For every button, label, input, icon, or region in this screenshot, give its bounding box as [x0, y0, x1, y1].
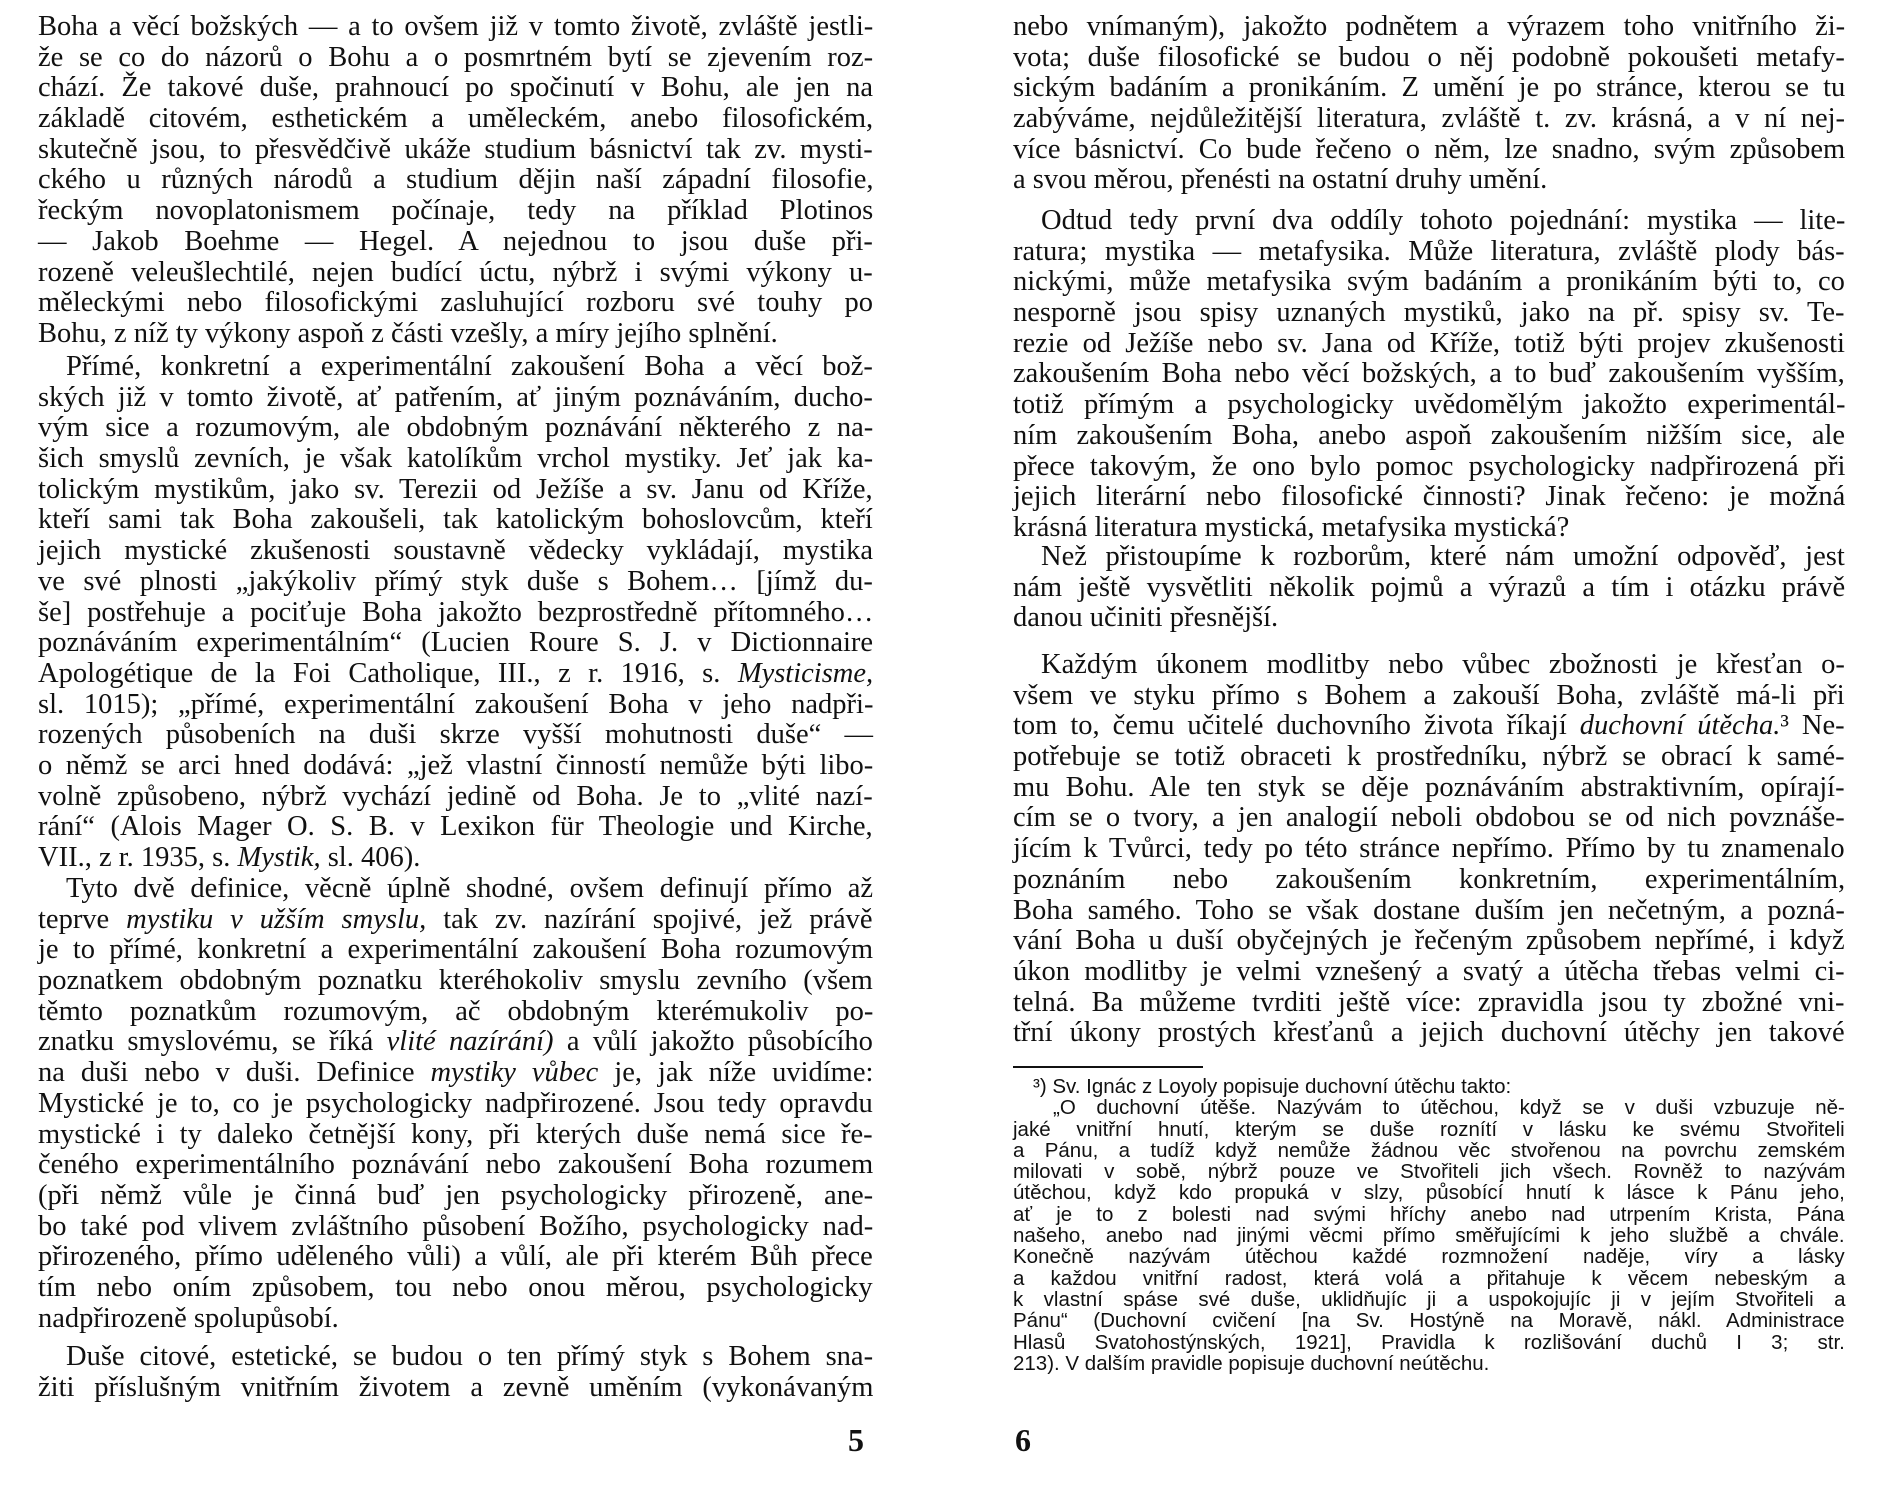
footnote-line: a Pánu, a tudíž když nemůže žádnou věc stvořenou na povrchu zemském: [1013, 1138, 1846, 1162]
text-line: přirozeného, přímo uděleného vůli) a vůlí, ale při kterém Bůh přece: [38, 1241, 873, 1273]
text-line: potřebuje se totiž obraceti k prostředníku, nýbrž se obrací k samé-: [1013, 741, 1845, 773]
text-line: Odtud tedy první dva oddíly tohoto pojednání: mystika — lite-: [1041, 205, 1846, 236]
text-line: krásná literatura mystická, metafysika mystická?: [1013, 511, 1570, 543]
text-line: přece takovým, že ono bylo pomoc psychologicky nadpřirozená při: [1013, 450, 1846, 482]
paragraph-2: [38, 352, 873, 874]
footnote-line: jaké vnitřní hnutí, kterým se duše roznítí v lásku ke svému Stvořiteli: [1013, 1117, 1845, 1141]
text-line: a svou měrou, přenésti na ostatní druhy umění.: [1013, 164, 1548, 196]
paragraph-3: [38, 874, 873, 1334]
text-line: še] postřehuje a pociťuje Boha jakožto bezprostředně přítomného…: [38, 596, 874, 628]
text-line: je to přímé, konkretní a experimentální zakoušení Boha rozumovým: [38, 934, 873, 966]
text-line: že se co do názorů o Bohu a o posmrtném bytí se zjevením roz-: [38, 41, 874, 73]
left-page: [38, 12, 873, 1482]
text-line: nám ještě vysvětliti několik pojmů a výrazů a tím i otázku právě: [1013, 571, 1846, 603]
text-line: tom to, čemu učitelé duchovního života říkají duchovní útěcha.³ Ne-: [1013, 710, 1845, 742]
footnote-line: ³) Sv. Ignác z Loyoly popisuje duchovní útěchu takto:: [1033, 1075, 1512, 1098]
text-line: více básnictví. Co bude řečeno o něm, lze snadno, svým způsobem: [1013, 133, 1846, 165]
text-line: nebo vnímaným), jakožto podnětem a výrazem toho vnitřního ži-: [1013, 11, 1846, 42]
text-line: jejich literární nebo filosofické činnosti? Jinak řečeno: je možná: [1013, 481, 1846, 513]
text-line: rezie od Ježíše nebo sv. Jana od Kříže, totiž býti projev zkušenosti: [1013, 327, 1845, 359]
footnote-line: a každou vnitřní radost, která volá a přitahuje k věcem nebeským a: [1013, 1266, 1846, 1290]
footnote-line: ať je to z bolesti nad svými hříchy anebo nad utrpením Krista, Pána: [1013, 1202, 1845, 1226]
footnote: [1013, 1076, 1845, 1374]
text-line: zabýváme, nejdůležitější literatura, zvláště t. zv. krásná, a v ní nej-: [1013, 103, 1846, 135]
text-line: šich smyslů zevních, je však katolíkům vrchol mystiky. Jeť jak ka-: [38, 443, 874, 475]
text-line: ckého u různých národů a studium dějin naší západní filosofie,: [38, 164, 874, 196]
paragraph-1: [38, 12, 873, 350]
text-line: jícím k Tvůrci, tedy po této stránce nepřímo. Přímo by tu znamenalo: [1013, 833, 1845, 865]
text-line: jejich mystické zkušenosti soustavně vědecky vykládají, mystika: [38, 535, 874, 567]
text-line: řeckým novoplatonismem počínaje, tedy na příklad Plotinos: [38, 195, 874, 227]
footnote-line: Hlasů Svatohostýnských, 1921], Pravidla k rozlišování duchů I 3; str.: [1013, 1330, 1845, 1354]
footnote-line: našeho, anebo nad jinými věcmi přímo směřujícími k jeho službě a chvále.: [1013, 1224, 1845, 1248]
text-line: skutečně jsou, to přesvědčivě ukáže studium básnictví tak zv. mysti-: [38, 133, 873, 165]
text-line: — Jakob Boehme — Hegel. A nejednou to jsou duše při-: [38, 225, 873, 257]
right-page: [1013, 12, 1845, 1482]
text-line: Přímé, konkretní a experimentální zakoušení Boha a věcí bož-: [66, 351, 873, 382]
footnote-rule: [1013, 1066, 1203, 1068]
text-line: rozeně veleušlechtilé, nejen budící úctu, nýbrž i svými výkony u-: [38, 256, 873, 288]
text-line: poznáním nebo zakoušením konkretním, experimentálním,: [1013, 863, 1846, 895]
text-line: ských již v tomto životě, ať patřením, ať jiným poznáváním, ducho-: [38, 381, 873, 413]
text-line: tolickým mystikům, jako sv. Terezii od Ježíše a sv. Janu od Kříže,: [38, 473, 873, 505]
text-line: Než přistoupíme k rozborům, které nám umožní odpověď, jest: [1041, 541, 1845, 572]
footnote-line: „O duchovní útěše. Nazývám to útěchou, když se v duši vzbuzuje ně-: [1053, 1096, 1845, 1120]
footnote-line: Pánu“ (Duchovní cvičení [na Sv. Hostýně na Moravě, nákl. Administrace: [1013, 1309, 1845, 1333]
text-line: vání Boha u duší obyčejných je řečeným způsobem nepřímé, i když: [1013, 925, 1845, 957]
text-line: všem ve styku přímo s Bohem a zakouší Boha, zvláště má-li při: [1013, 679, 1845, 711]
text-line: ním zakoušením Boha, anebo aspoň zakoušením nižším sice, ale: [1013, 419, 1846, 451]
text-line: sl. 1015); „přímé, experimentální zakoušení Boha v jeho nadpři-: [38, 688, 874, 720]
paragraph-2: [1013, 206, 1845, 544]
text-line: telná. Ba můžeme tvrditi ještě více: zpravidla jsou ty zbožné vni-: [1013, 986, 1845, 1018]
text-line: danou učiniti přesnější.: [1013, 602, 1279, 634]
text-line: volně způsobeno, nýbrž vychází jedině od Boha. Je to „vlité nazí-: [38, 780, 873, 812]
text-line: poznatkem obdobným poznatku kteréhokoliv smyslu zevního (všem: [38, 965, 873, 997]
text-line: nadpřirozeně spolupůsobí.: [38, 1302, 339, 1334]
text-line: vota; duše filosofické se budou o něj podobně pokoušeti metafy-: [1013, 41, 1845, 73]
text-line: třní úkony prostých křesťanů a jejich duchovní útěchy jen takové: [1013, 1017, 1845, 1049]
text-line: mu Bohu. Ale ten styk se děje poznáváním abstraktivním, opírají-: [1013, 771, 1845, 803]
footnote-line: 213). V dalším pravidle popisuje duchovní neútěchu.: [1013, 1351, 1490, 1375]
page-number: 6: [1015, 1422, 1031, 1458]
text-line: ratura; mystika — metafysika. Může literatura, zvláště plody bás-: [1013, 235, 1845, 267]
text-line: zakoušením Boha nebo věcí božských, a to buď zakoušením vyšším,: [1013, 358, 1845, 390]
footnote-line: milovati v sobě, nýbrž pouze ve Stvořiteli jich všech. Rovněž to nazývám: [1013, 1160, 1846, 1184]
footnote-line: Konečně nazývám útěchou každé rozmnožení naděje, víry a lásky: [1013, 1245, 1845, 1269]
text-line: Každým úkonem modlitby nebo vůbec zbožnosti je křesťan o-: [1041, 649, 1845, 680]
text-line: totiž přímým a psychologicky uvědomělým jakožto experimentál-: [1013, 389, 1846, 421]
footnote-line: k vlastní spáse své duše, uklidňujíc ji a uspokojujíc ji v jejím Stvořiteli a: [1013, 1287, 1846, 1311]
text-line: VII., z r. 1935, s. Mystik, sl. 406).: [38, 842, 421, 873]
text-line: tím nebo oním způsobem, tou nebo onou měrou, psychologicky: [38, 1271, 873, 1303]
text-line: rozených působeních na duši skrze vyšší mohutnosti duše“ —: [38, 719, 874, 751]
text-line: o němž se arci hned dodává: „jež vlastní činností nemůže býti libo-: [38, 749, 874, 781]
page-number: 5: [848, 1422, 864, 1458]
footnote-line: útěchou, když kdo propuká v slzy, působící hnutí k lásce k Pánu jeho,: [1013, 1181, 1845, 1205]
text-line: teprve mystiku v užším smyslu, tak zv. nazírání spojivé, jež právě: [38, 903, 873, 935]
text-line: poznáváním experimentálním“ (Lucien Roure S. J. v Dictionnaire: [38, 627, 874, 659]
paragraph-4: [38, 1342, 873, 1403]
text-line: čeného experimentálního poznávání nebo zakoušení Boha rozumem: [38, 1149, 874, 1181]
text-line: měleckými nebo filosofickými zasluhující rozboru své touhy po: [38, 287, 873, 319]
text-line: nesporně jsou spisy uznaných mystiků, jako na př. spisy sv. Te-: [1013, 297, 1845, 329]
text-line: Mystické je to, co je psychologicky nadpřirozené. Jsou tedy opravdu: [38, 1087, 873, 1119]
paragraph-3: [1013, 542, 1845, 634]
text-line: (při němž vůle je činná buď jen psychologicky přirozeně, ane-: [38, 1179, 874, 1211]
text-line: chází. Že takové duše, prahnoucí po spočinutí v Bohu, ale jen na: [38, 72, 874, 104]
text-line: Tyto dvě definice, věcně úplně shodné, ovšem definují přímo až: [66, 873, 874, 904]
paragraph-1: [1013, 12, 1845, 196]
text-line: Boha a věcí božských — a to ovšem již v tomto životě, zvláště jestli-: [38, 11, 874, 42]
text-line: mystické i ty daleko četnější kony, při kterých duše nemá sice ře-: [38, 1118, 873, 1150]
text-line: těmto poznatkům rozumovým, ač obdobným kterémukoliv po-: [38, 995, 874, 1027]
text-line: úkon modlitby je velmi vznešený a svatý a útěcha třebas velmi ci-: [1013, 955, 1845, 987]
text-line: Boha samého. Toho se však dostane duším jen nečetným, a pozná-: [1013, 894, 1845, 926]
text-line: rání“ (Alois Mager O. S. B. v Lexikon für Theologie und Kirche,: [38, 811, 873, 843]
text-line: vým sice a rozumovým, ale obdobným poznávání některého z na-: [38, 412, 874, 444]
text-line: základě citovém, esthetickém a uměleckém, anebo filosofickém,: [38, 103, 874, 135]
text-line: na duši nebo v duši. Definice mystiky vůbec je, jak níže uvidíme:: [38, 1057, 874, 1089]
text-line: kteří sami tak Boha zakoušeli, tak katolickým bohoslovcům, kteří: [38, 504, 873, 536]
text-line: sickým badáním a pronikáním. Z umění je po stránce, kterou se tu: [1013, 72, 1846, 104]
text-line: žiti příslušným vnitřním životem a zevně uměním (vykonávaným: [38, 1371, 874, 1403]
text-line: ve své plnosti „jakýkoliv přímý styk duše s Bohem… [jímž du-: [38, 565, 873, 597]
text-line: bo také pod vlivem zvláštního působení Božího, psychologicky nad-: [38, 1210, 874, 1242]
text-line: nickými, může metafysika svým badáním a pronikáním býti to, co: [1013, 266, 1845, 298]
text-line: cím se o tvory, a jen analogií neboli obdobou se od nich povznáše-: [1013, 802, 1845, 834]
text-line: Bohu, z níž ty výkony aspoň z části vzešly, a míry jejího splnění.: [38, 317, 778, 349]
text-line: Duše citové, estetické, se budou o ten přímý styk s Bohem sna-: [66, 1341, 874, 1372]
text-line: znatku smyslovému, se říká vlité nazírání) a vůlí jakožto působícího: [38, 1026, 873, 1058]
text-line: Apologétique de la Foi Catholique, III., z r. 1916, s. Mysticisme,: [38, 657, 874, 689]
paragraph-4: [1013, 650, 1845, 1049]
